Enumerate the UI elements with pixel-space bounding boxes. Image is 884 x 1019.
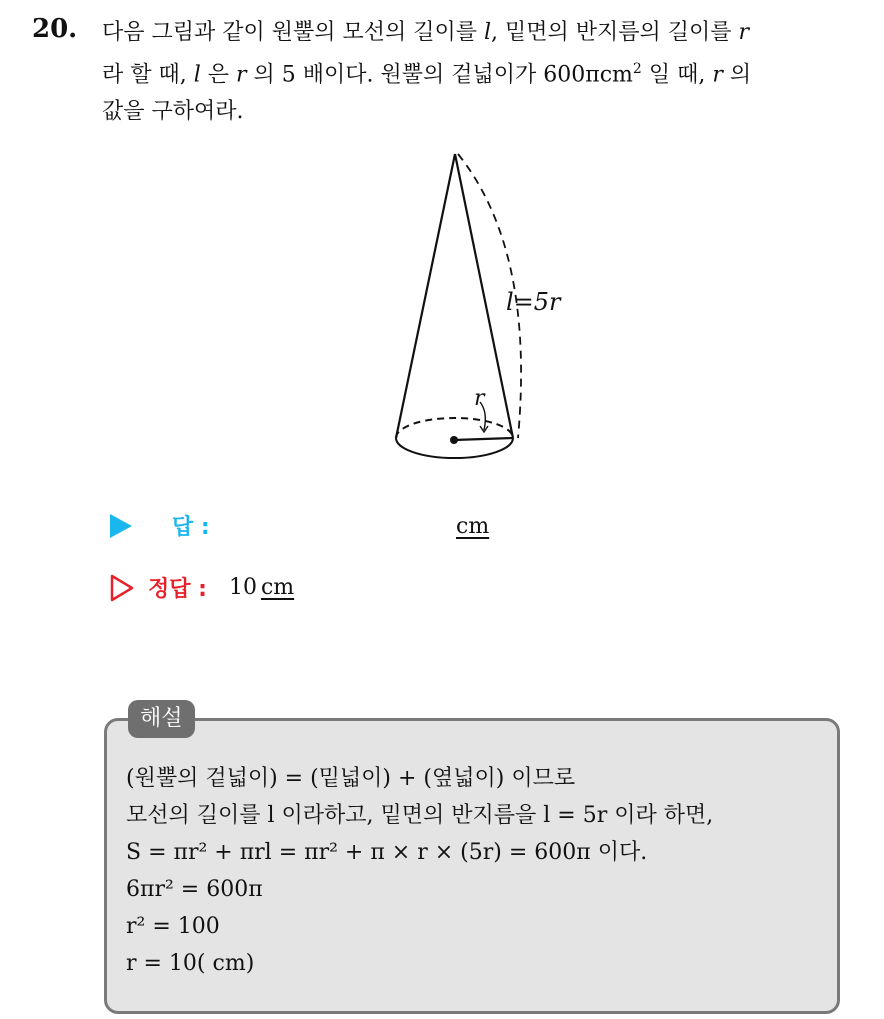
question-number: 20.	[32, 14, 78, 44]
question-line1-b: , 밑면의 반지름의 길이를	[491, 20, 739, 45]
explanation-tag: 해설	[128, 700, 195, 738]
question-line2-d: 일 때,	[641, 62, 713, 88]
var-l-2: l	[193, 62, 201, 88]
correct-value-unit: cm	[260, 575, 295, 600]
answer-row	[110, 510, 210, 541]
explanation-line: r² = 100	[126, 914, 220, 939]
correct-value-number: 10	[228, 575, 257, 600]
outline-triangle-icon	[110, 574, 134, 602]
correct-answer-row	[110, 572, 294, 603]
answer-label: 답 :	[172, 515, 210, 540]
explanation-line: 6πr² = 600π	[126, 877, 263, 902]
radius-line	[454, 438, 513, 440]
question-line1-a: 다음 그림과 같이 원뿔의 모선의 길이를	[102, 20, 484, 45]
var-r-3: r	[712, 62, 723, 88]
question-line2-a: 라 할 때,	[102, 62, 194, 88]
question-line3: 값을 구하여라.	[102, 99, 244, 125]
slant-length-label: l=5r	[506, 288, 561, 316]
question-text	[102, 14, 867, 130]
var-r: r	[738, 20, 750, 45]
explanation-content	[126, 760, 713, 982]
correct-answer-label: 정답 :	[148, 577, 207, 602]
var-r-2: r	[236, 62, 247, 88]
explanation-line: S = πr² + πrl = πr² + π × r × (5r) = 600π 이다.	[126, 840, 648, 865]
explanation-line: r = 10( cm)	[126, 951, 255, 976]
radius-label: r	[474, 386, 485, 411]
answer-unit: cm	[456, 514, 490, 539]
question-line2-b: 은	[200, 62, 237, 88]
explanation-line: (원뿔의 겉넓이) = (밑넓이) + (옆넓이) 이므로	[126, 766, 576, 791]
correct-answer-value	[229, 575, 294, 600]
question-line2-e: 의	[722, 62, 752, 88]
play-triangle-icon	[110, 514, 132, 538]
cone-diagram	[380, 140, 600, 480]
explanation-line: 모선의 길이를 l 이라하고, 밑면의 반지름을 l = 5r 이라 하면,	[126, 803, 714, 828]
question-line2-c: 의 5 배이다. 원뿔의 겉넓이가 600πcm	[246, 62, 633, 88]
base-back-arc	[396, 418, 513, 438]
superscript-2: 2	[632, 61, 642, 77]
cone-left-edge	[396, 154, 455, 438]
var-l: l	[484, 20, 492, 45]
